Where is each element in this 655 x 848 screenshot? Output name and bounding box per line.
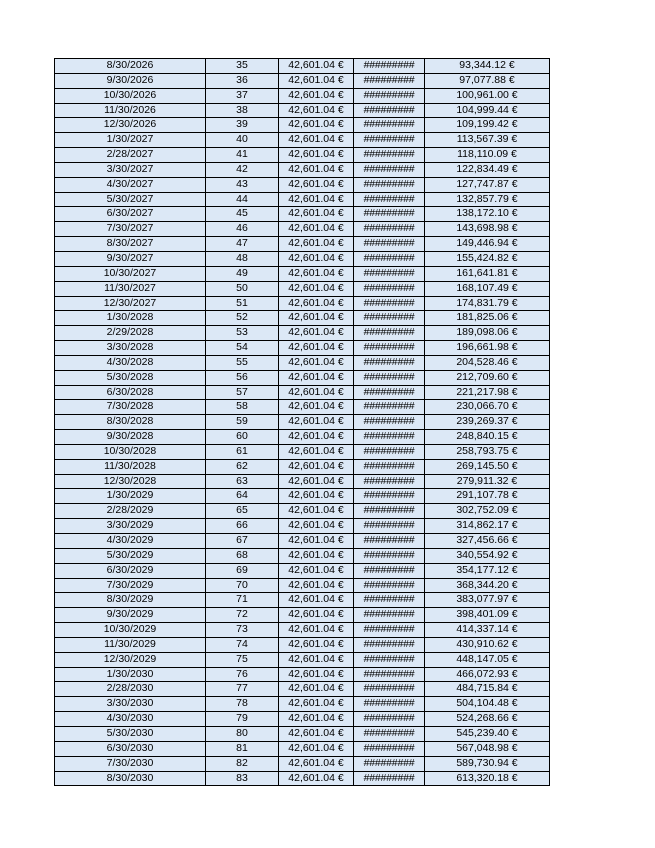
date-cell: 3/30/2029 [55,519,206,534]
payment-cell: 42,601.04 € [279,118,354,133]
overflow-value-cell: ######### [354,430,425,445]
date-cell: 2/28/2027 [55,148,206,163]
table-row [55,682,550,697]
overflow-value-cell: ######### [354,341,425,356]
table-row [55,548,550,563]
payment-cell: 42,601.04 € [279,355,354,370]
balance-cell: 221,217.98 € [425,385,550,400]
date-cell: 5/30/2027 [55,192,206,207]
date-cell: 12/30/2029 [55,652,206,667]
payment-cell: 42,601.04 € [279,266,354,281]
overflow-value-cell: ######### [354,741,425,756]
balance-cell: 97,077.88 € [425,73,550,88]
balance-cell: 383,077.97 € [425,593,550,608]
payment-cell: 42,601.04 € [279,237,354,252]
overflow-value-cell: ######### [354,459,425,474]
payment-cell: 42,601.04 € [279,177,354,192]
balance-cell: 181,825.06 € [425,311,550,326]
overflow-value-cell: ######### [354,682,425,697]
payment-cell: 42,601.04 € [279,133,354,148]
overflow-value-cell: ######### [354,712,425,727]
overflow-value-cell: ######### [354,251,425,266]
table-row [55,444,550,459]
balance-cell: 258,793.75 € [425,444,550,459]
period-number-cell: 61 [206,444,279,459]
period-number-cell: 37 [206,88,279,103]
table-row [55,563,550,578]
period-number-cell: 68 [206,548,279,563]
period-number-cell: 56 [206,370,279,385]
table-row [55,207,550,222]
balance-cell: 204,528.46 € [425,355,550,370]
table-row [55,326,550,341]
date-cell: 10/30/2026 [55,88,206,103]
payment-cell: 42,601.04 € [279,697,354,712]
payment-cell: 42,601.04 € [279,400,354,415]
payment-cell: 42,601.04 € [279,281,354,296]
table-row [55,637,550,652]
date-cell: 9/30/2026 [55,73,206,88]
period-number-cell: 77 [206,682,279,697]
balance-cell: 589,730.94 € [425,756,550,771]
period-number-cell: 78 [206,697,279,712]
table-row [55,415,550,430]
period-number-cell: 82 [206,756,279,771]
overflow-value-cell: ######### [354,355,425,370]
period-number-cell: 71 [206,593,279,608]
date-cell: 11/30/2028 [55,459,206,474]
overflow-value-cell: ######### [354,296,425,311]
payment-cell: 42,601.04 € [279,415,354,430]
table-row [55,652,550,667]
balance-cell: 302,752.09 € [425,504,550,519]
table-row [55,593,550,608]
balance-cell: 398,401.09 € [425,608,550,623]
overflow-value-cell: ######### [354,534,425,549]
date-cell: 2/29/2028 [55,326,206,341]
overflow-value-cell: ######### [354,237,425,252]
balance-cell: 122,834.49 € [425,162,550,177]
period-number-cell: 76 [206,667,279,682]
date-cell: 1/30/2027 [55,133,206,148]
balance-cell: 524,268.66 € [425,712,550,727]
overflow-value-cell: ######### [354,489,425,504]
balance-cell: 414,337.14 € [425,623,550,638]
balance-cell: 212,709.60 € [425,370,550,385]
balance-cell: 504,104.48 € [425,697,550,712]
balance-cell: 466,072.93 € [425,667,550,682]
table-row [55,771,550,786]
balance-cell: 327,456.66 € [425,534,550,549]
period-number-cell: 70 [206,578,279,593]
balance-cell: 118,110.09 € [425,148,550,163]
period-number-cell: 73 [206,623,279,638]
payment-cell: 42,601.04 € [279,59,354,74]
balance-cell: 100,961.00 € [425,88,550,103]
date-cell: 12/30/2027 [55,296,206,311]
overflow-value-cell: ######### [354,88,425,103]
date-cell: 10/30/2029 [55,623,206,638]
payment-cell: 42,601.04 € [279,296,354,311]
date-cell: 11/30/2026 [55,103,206,118]
payment-cell: 42,601.04 € [279,251,354,266]
balance-cell: 368,344.20 € [425,578,550,593]
balance-cell: 104,999.44 € [425,103,550,118]
date-cell: 9/30/2027 [55,251,206,266]
date-cell: 7/30/2027 [55,222,206,237]
overflow-value-cell: ######### [354,697,425,712]
period-number-cell: 36 [206,73,279,88]
date-cell: 4/30/2028 [55,355,206,370]
balance-cell: 109,199.42 € [425,118,550,133]
table-row [55,504,550,519]
balance-cell: 230,066.70 € [425,400,550,415]
table-row [55,370,550,385]
period-number-cell: 53 [206,326,279,341]
table-row [55,519,550,534]
payment-cell: 42,601.04 € [279,207,354,222]
table-row [55,355,550,370]
period-number-cell: 52 [206,311,279,326]
payment-cell: 42,601.04 € [279,311,354,326]
table-row [55,222,550,237]
spreadsheet-table [54,58,550,786]
balance-cell: 291,107.78 € [425,489,550,504]
payment-cell: 42,601.04 € [279,474,354,489]
balance-cell: 196,661.98 € [425,341,550,356]
table-row [55,281,550,296]
overflow-value-cell: ######### [354,608,425,623]
period-number-cell: 79 [206,712,279,727]
table-row [55,59,550,74]
date-cell: 4/30/2030 [55,712,206,727]
payment-cell: 42,601.04 € [279,148,354,163]
date-cell: 9/30/2029 [55,608,206,623]
payment-cell: 42,601.04 € [279,162,354,177]
table-row [55,88,550,103]
date-cell: 10/30/2027 [55,266,206,281]
overflow-value-cell: ######### [354,370,425,385]
balance-cell: 113,567.39 € [425,133,550,148]
balance-cell: 149,446.94 € [425,237,550,252]
date-cell: 4/30/2029 [55,534,206,549]
overflow-value-cell: ######### [354,207,425,222]
balance-cell: 132,857.79 € [425,192,550,207]
date-cell: 12/30/2028 [55,474,206,489]
table-row [55,73,550,88]
balance-cell: 248,840.15 € [425,430,550,445]
payment-cell: 42,601.04 € [279,682,354,697]
date-cell: 6/30/2030 [55,741,206,756]
overflow-value-cell: ######### [354,652,425,667]
payment-cell: 42,601.04 € [279,192,354,207]
overflow-value-cell: ######### [354,563,425,578]
payment-cell: 42,601.04 € [279,726,354,741]
payment-cell: 42,601.04 € [279,341,354,356]
payment-cell: 42,601.04 € [279,623,354,638]
overflow-value-cell: ######### [354,311,425,326]
table-body [55,59,550,786]
date-cell: 3/30/2028 [55,341,206,356]
date-cell: 11/30/2029 [55,637,206,652]
payment-cell: 42,601.04 € [279,370,354,385]
period-number-cell: 75 [206,652,279,667]
period-number-cell: 57 [206,385,279,400]
date-cell: 6/30/2028 [55,385,206,400]
balance-cell: 545,239.40 € [425,726,550,741]
balance-cell: 168,107.49 € [425,281,550,296]
table-row [55,400,550,415]
payment-cell: 42,601.04 € [279,489,354,504]
overflow-value-cell: ######### [354,281,425,296]
date-cell: 3/30/2027 [55,162,206,177]
overflow-value-cell: ######### [354,103,425,118]
table-row [55,489,550,504]
balance-cell: 484,715.84 € [425,682,550,697]
payment-cell: 42,601.04 € [279,712,354,727]
payment-cell: 42,601.04 € [279,578,354,593]
payment-cell: 42,601.04 € [279,519,354,534]
table-row [55,266,550,281]
payment-cell: 42,601.04 € [279,73,354,88]
table-row [55,341,550,356]
balance-cell: 269,145.50 € [425,459,550,474]
table-row [55,712,550,727]
date-cell: 9/30/2028 [55,430,206,445]
table-row [55,697,550,712]
table-row [55,756,550,771]
balance-cell: 314,862.17 € [425,519,550,534]
balance-cell: 189,098.06 € [425,326,550,341]
period-number-cell: 69 [206,563,279,578]
overflow-value-cell: ######### [354,266,425,281]
date-cell: 6/30/2029 [55,563,206,578]
balance-cell: 155,424.82 € [425,251,550,266]
table-row [55,133,550,148]
period-number-cell: 59 [206,415,279,430]
date-cell: 8/30/2027 [55,237,206,252]
date-cell: 1/30/2030 [55,667,206,682]
balance-cell: 143,698.98 € [425,222,550,237]
overflow-value-cell: ######### [354,578,425,593]
period-number-cell: 55 [206,355,279,370]
period-number-cell: 42 [206,162,279,177]
payment-cell: 42,601.04 € [279,459,354,474]
balance-cell: 340,554.92 € [425,548,550,563]
balance-cell: 613,320.18 € [425,771,550,786]
table-row [55,459,550,474]
table-row [55,177,550,192]
overflow-value-cell: ######### [354,444,425,459]
overflow-value-cell: ######### [354,118,425,133]
date-cell: 6/30/2027 [55,207,206,222]
overflow-value-cell: ######### [354,148,425,163]
overflow-value-cell: ######### [354,177,425,192]
payment-cell: 42,601.04 € [279,608,354,623]
period-number-cell: 43 [206,177,279,192]
date-cell: 7/30/2030 [55,756,206,771]
period-number-cell: 47 [206,237,279,252]
payment-cell: 42,601.04 € [279,771,354,786]
table-row [55,608,550,623]
balance-cell: 448,147.05 € [425,652,550,667]
date-cell: 4/30/2027 [55,177,206,192]
table-row [55,311,550,326]
balance-cell: 567,048.98 € [425,741,550,756]
overflow-value-cell: ######### [354,504,425,519]
period-number-cell: 46 [206,222,279,237]
overflow-value-cell: ######### [354,667,425,682]
overflow-value-cell: ######### [354,771,425,786]
date-cell: 2/28/2029 [55,504,206,519]
table-row [55,578,550,593]
period-number-cell: 48 [206,251,279,266]
table-row [55,296,550,311]
period-number-cell: 81 [206,741,279,756]
overflow-value-cell: ######### [354,59,425,74]
payment-cell: 42,601.04 € [279,534,354,549]
overflow-value-cell: ######### [354,593,425,608]
balance-cell: 93,344.12 € [425,59,550,74]
balance-cell: 138,172.10 € [425,207,550,222]
overflow-value-cell: ######### [354,192,425,207]
payment-cell: 42,601.04 € [279,504,354,519]
overflow-value-cell: ######### [354,756,425,771]
period-number-cell: 40 [206,133,279,148]
payment-cell: 42,601.04 € [279,741,354,756]
period-number-cell: 83 [206,771,279,786]
period-number-cell: 60 [206,430,279,445]
date-cell: 11/30/2027 [55,281,206,296]
balance-cell: 161,641.81 € [425,266,550,281]
payment-cell: 42,601.04 € [279,103,354,118]
balance-cell: 430,910.62 € [425,637,550,652]
date-cell: 5/30/2030 [55,726,206,741]
table-row [55,251,550,266]
overflow-value-cell: ######### [354,474,425,489]
table-row [55,430,550,445]
table-row [55,118,550,133]
table-row [55,192,550,207]
overflow-value-cell: ######### [354,400,425,415]
table-row [55,741,550,756]
date-cell: 3/30/2030 [55,697,206,712]
payment-cell: 42,601.04 € [279,385,354,400]
period-number-cell: 64 [206,489,279,504]
period-number-cell: 58 [206,400,279,415]
table-row [55,474,550,489]
balance-cell: 239,269.37 € [425,415,550,430]
date-cell: 8/30/2028 [55,415,206,430]
period-number-cell: 72 [206,608,279,623]
period-number-cell: 35 [206,59,279,74]
overflow-value-cell: ######### [354,726,425,741]
period-number-cell: 62 [206,459,279,474]
overflow-value-cell: ######### [354,623,425,638]
date-cell: 12/30/2026 [55,118,206,133]
table-row [55,385,550,400]
payment-cell: 42,601.04 € [279,222,354,237]
table-row [55,237,550,252]
table-row [55,148,550,163]
date-cell: 5/30/2029 [55,548,206,563]
period-number-cell: 49 [206,266,279,281]
table-row [55,667,550,682]
period-number-cell: 51 [206,296,279,311]
period-number-cell: 67 [206,534,279,549]
balance-cell: 174,831.79 € [425,296,550,311]
table-row [55,623,550,638]
period-number-cell: 66 [206,519,279,534]
overflow-value-cell: ######### [354,73,425,88]
table-row [55,534,550,549]
overflow-value-cell: ######### [354,548,425,563]
payment-cell: 42,601.04 € [279,667,354,682]
balance-cell: 279,911.32 € [425,474,550,489]
overflow-value-cell: ######### [354,385,425,400]
payment-cell: 42,601.04 € [279,756,354,771]
overflow-value-cell: ######### [354,162,425,177]
period-number-cell: 45 [206,207,279,222]
period-number-cell: 74 [206,637,279,652]
period-number-cell: 38 [206,103,279,118]
period-number-cell: 41 [206,148,279,163]
payment-cell: 42,601.04 € [279,430,354,445]
period-number-cell: 50 [206,281,279,296]
overflow-value-cell: ######### [354,133,425,148]
date-cell: 7/30/2029 [55,578,206,593]
payment-cell: 42,601.04 € [279,637,354,652]
overflow-value-cell: ######### [354,637,425,652]
date-cell: 8/30/2030 [55,771,206,786]
period-number-cell: 39 [206,118,279,133]
date-cell: 10/30/2028 [55,444,206,459]
payment-cell: 42,601.04 € [279,593,354,608]
table-row [55,162,550,177]
period-number-cell: 54 [206,341,279,356]
overflow-value-cell: ######### [354,519,425,534]
table-row [55,726,550,741]
balance-cell: 354,177.12 € [425,563,550,578]
overflow-value-cell: ######### [354,222,425,237]
period-number-cell: 44 [206,192,279,207]
payment-cell: 42,601.04 € [279,548,354,563]
payment-cell: 42,601.04 € [279,88,354,103]
date-cell: 2/28/2030 [55,682,206,697]
date-cell: 5/30/2028 [55,370,206,385]
payment-cell: 42,601.04 € [279,563,354,578]
date-cell: 8/30/2029 [55,593,206,608]
table-row [55,103,550,118]
date-cell: 7/30/2028 [55,400,206,415]
period-number-cell: 65 [206,504,279,519]
overflow-value-cell: ######### [354,415,425,430]
period-number-cell: 63 [206,474,279,489]
payment-cell: 42,601.04 € [279,652,354,667]
payment-cell: 42,601.04 € [279,444,354,459]
payment-cell: 42,601.04 € [279,326,354,341]
period-number-cell: 80 [206,726,279,741]
date-cell: 1/30/2028 [55,311,206,326]
balance-cell: 127,747.87 € [425,177,550,192]
date-cell: 8/30/2026 [55,59,206,74]
date-cell: 1/30/2029 [55,489,206,504]
overflow-value-cell: ######### [354,326,425,341]
